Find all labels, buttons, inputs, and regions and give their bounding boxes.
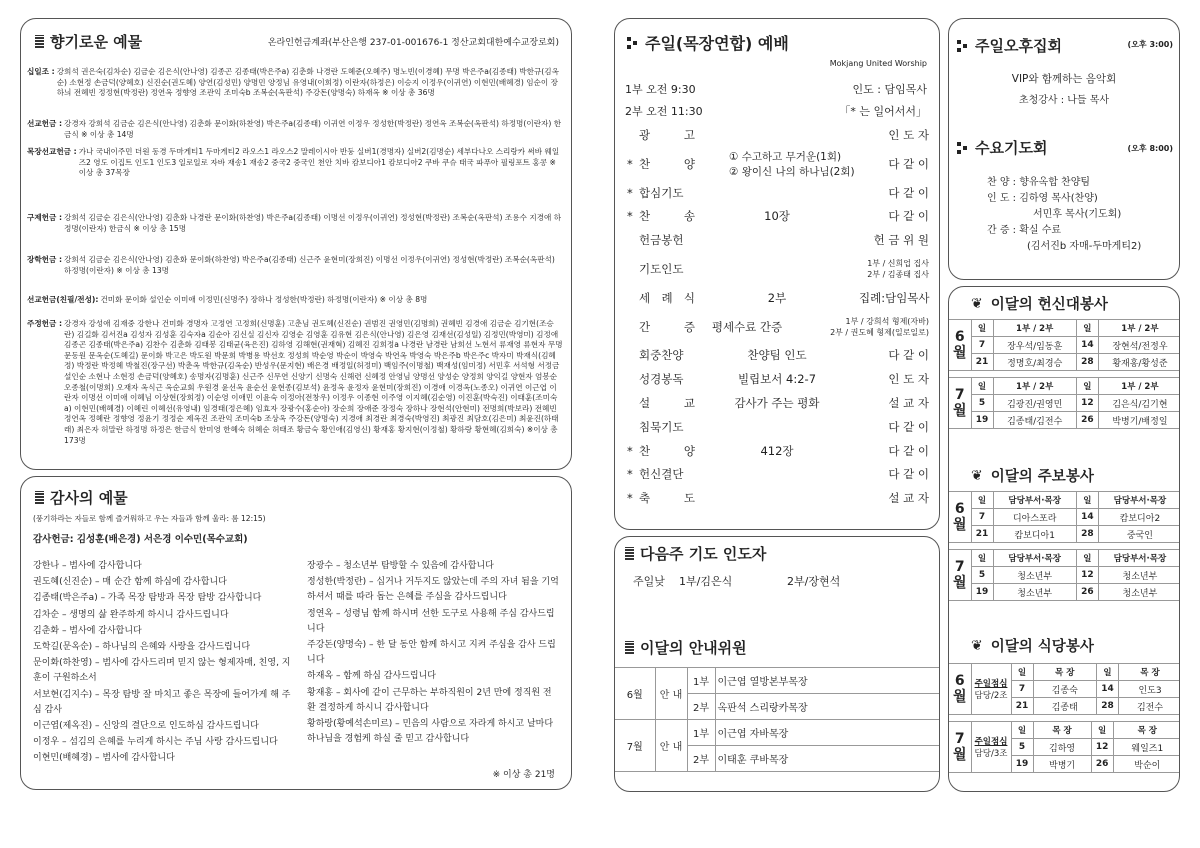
thanks-right-list: [307, 559, 559, 748]
ushers-month: 6월: [615, 668, 655, 720]
order-leader: 헌 금 위 원: [873, 233, 929, 248]
table-header: 일: [971, 492, 993, 509]
ushers-name: 이태훈 쿠바목장: [715, 746, 940, 772]
stand-marker: *: [627, 443, 633, 458]
thanks-entry: 정연옥 – 성령님 함께 하시며 선한 도구로 사용해 주심 감사드립니다: [307, 608, 555, 634]
bulletin-title: ❦ 이달의 주보봉사: [971, 467, 1094, 485]
thanks-entry: 문이화(하찬영) – 범사에 감사드리며 믿지 않는 형제자매, 친영, 지훈이 구원하소서: [33, 658, 291, 684]
thanks-entry: 주강돈(양명숙) – 한 달 동안 함께 하시고 지켜 주심을 감사 드립니다: [307, 640, 556, 666]
assignee-cell: 김전수: [1119, 698, 1181, 715]
offering-label: 선교헌금 :: [27, 119, 63, 128]
offering-label: 십일조 :: [27, 67, 55, 76]
date-cell: 12: [1076, 395, 1098, 412]
order-item: 헌신결단: [639, 467, 684, 482]
table-header: 일: [1076, 320, 1098, 337]
service-2: 2부 오전 11:30: [625, 105, 703, 118]
assignee-cell: 김종태/김전수: [993, 412, 1076, 429]
date-cell: 28: [1076, 354, 1098, 371]
ushers-name: 이근엽 자바목장: [715, 720, 940, 746]
thanks-entry: 하재옥 – 함께 하심 감사드립니다: [307, 671, 436, 682]
kitchen-team: 담당/2조: [974, 691, 1008, 701]
order-item: 성경봉독: [639, 372, 684, 387]
table-header: 일: [1097, 664, 1119, 681]
order-row: [627, 230, 929, 250]
date-cell: 14: [1097, 681, 1119, 698]
table-row: [949, 395, 1180, 412]
assignee-cell: 디아스포라: [993, 509, 1076, 526]
order-row: [627, 183, 929, 203]
assignee-cell: 캄보디아1: [993, 526, 1076, 543]
table-header: 담당부서·목장: [1098, 492, 1180, 509]
order-item: 세 례 식: [639, 290, 695, 305]
table-row: [949, 567, 1180, 584]
date-cell: 28: [1097, 698, 1119, 715]
stand-marker: *: [627, 491, 633, 506]
order-item: 회중찬양: [639, 348, 684, 363]
striped-square-icon: [35, 491, 44, 504]
order-item: 찬 송: [639, 209, 695, 224]
table-header: 목 장: [1119, 664, 1181, 681]
thanks-head: 감사헌금: 김성훈(배은경) 서은경 이수민(목수교회): [33, 534, 248, 545]
month-label: 7 월: [949, 722, 971, 773]
dedication-title: ❦ 이달의 헌신대봉사: [971, 295, 1108, 313]
wed-leader: 인 도 : 김하영 목사(찬양): [987, 193, 1098, 204]
date-cell: 28: [1076, 526, 1098, 543]
date-cell: 26: [1076, 412, 1098, 429]
table-row: [949, 526, 1180, 543]
order-item: 헌금봉헌: [639, 233, 684, 248]
order-row: [627, 393, 929, 413]
order-item: 합심기도: [639, 185, 684, 200]
afternoon-program: VIP와 함께하는 음악회: [1011, 73, 1117, 85]
offerings-box: [20, 18, 572, 470]
order-row: [627, 369, 929, 389]
wed-testimony: 간 증 : 확실 수료: [987, 225, 1062, 236]
bank-account: 온라인헌금계좌(부산은행 237-01-001676-1 정산교회대한예수교장로회): [267, 38, 559, 48]
offering-names: 강경자 강희석 김금순 김은식(안나영) 김춘화 문이화(하찬영) 박은주a(김종태) 이귀연 이정우 정성한(박정란) 정연옥 조복순(옥판석) 하정명(이란자) 한금식 ※ 이상 총 14명: [64, 119, 562, 139]
kitchen-shift: [971, 722, 1011, 773]
thanks-entry: 이근엽(제옥진) – 신앙의 결단으로 인도하심 감사드립니다: [33, 721, 259, 732]
date-cell: 19: [971, 412, 993, 429]
dedication-table-jun: [949, 319, 1180, 371]
assignee-cell: 청소년부: [993, 584, 1076, 601]
order-leader: 인 도 자: [888, 128, 929, 142]
table-header: 일: [971, 320, 993, 337]
dedication-table-jul: [949, 377, 1180, 429]
volunteers-box: [948, 286, 1180, 792]
worship-box: [614, 18, 940, 530]
order-detail: 412장: [760, 443, 794, 458]
date-cell: 19: [1011, 756, 1033, 773]
month-label: 6 월: [949, 320, 971, 371]
assignee-cell: 황재홍/황성준: [1098, 354, 1180, 371]
kitchen-title: ❦ 이달의 식당봉사: [971, 637, 1094, 655]
afternoon-time: (오후 3:00): [1127, 40, 1173, 49]
order-detail: 평세수료 간증: [711, 319, 783, 334]
date-cell: 26: [1076, 584, 1098, 601]
thanks-entry: 이현민(배혜경) – 범사에 감사합니다: [33, 753, 175, 764]
bulletin-table-jul: [949, 549, 1180, 601]
order-row: [627, 345, 929, 365]
table-header: 일: [1011, 664, 1033, 681]
thanks-left-list: [33, 559, 295, 768]
order-leader: 다 같 이: [888, 209, 929, 224]
order-row: [627, 149, 929, 179]
ushers-month: 7월: [615, 720, 655, 772]
offering-section: [27, 255, 563, 291]
offering-section: [27, 147, 563, 207]
order-detail: 빌립보서 4:2-7: [737, 372, 817, 387]
offering-label: 목장선교헌금 :: [27, 147, 77, 156]
table-header: 1부 / 2부: [1098, 320, 1180, 337]
kitchen-meal: 주일점심: [974, 679, 1008, 689]
order-row: [627, 288, 929, 308]
assignee-cell: 정명호/최경승: [993, 354, 1076, 371]
offering-names: 가나 국내이주민 더원 동경 두마게티1 두마게티2 라오스1 라오스2 말레이시아 반둥 실버1(경명자) 실버2(김명순) 세부다나오 스리랑카 써바 웨일즈2 영도 이집트 인도1 인도3 일로일로 자바 재송1 재송2 중국2 중국인 천안 치바 캄보디아1 캄보디아2 쿠바 쿠슈 태국 파푸아 필링포트 홍콩 ※ 이상 총 37목장: [78, 147, 560, 178]
table-header: 목 장: [1033, 722, 1091, 739]
assignee-cell: 김은식/김기현: [1098, 395, 1180, 412]
table-header: 1부 / 2부: [1098, 378, 1180, 395]
date-cell: 12: [1091, 739, 1113, 756]
order-detail: 감사가 주는 평화: [734, 396, 820, 410]
order-item: 침묵기도: [639, 419, 684, 434]
ushers-part: 1부: [687, 720, 715, 746]
thanks-entry: 황하랑(황예석손미르) – 민음의 사람으로 자라게 하시고 날마다 하나님을 경험케 하실 줄 믿고 감사합니다: [307, 719, 554, 745]
order-detail: 10장: [764, 209, 790, 224]
thanks-entry: 권도혜(신진순) – 매 순간 함께 하심에 감사합니다: [33, 577, 227, 588]
afternoon-speaker: 초청강사 : 나들 목사: [1018, 95, 1110, 106]
table-row: [949, 354, 1180, 371]
thanks-entry: 김춘화 – 범사에 감사합니다: [33, 625, 142, 636]
order-leader: 1부 / 신희업 집사 2부 / 김종태 집사: [867, 259, 929, 279]
offering-label: 장학헌금 :: [27, 255, 63, 264]
date-cell: 14: [1076, 337, 1098, 354]
assignee-cell: 웨일즈1: [1113, 739, 1180, 756]
ushers-kind: 안 내: [655, 720, 687, 772]
service-1: 1부 오전 9:30: [625, 83, 696, 96]
date-cell: 7: [1011, 681, 1033, 698]
assignee-cell: 박병기: [1033, 756, 1091, 773]
ushers-table: [615, 667, 940, 772]
offering-section: [27, 319, 563, 459]
kitchen-tables: [949, 663, 1180, 779]
ushers-box: [614, 536, 940, 792]
kitchen-meal: 주일점심: [974, 737, 1008, 747]
checker-icon: [957, 40, 967, 52]
assignee-cell: 박병기/배정일: [1098, 412, 1180, 429]
thanks-entry: 강한나 – 범사에 감사합니다: [33, 561, 142, 571]
order-leader: 다 같 이: [888, 156, 929, 171]
order-item: 축 도: [639, 491, 695, 506]
next-first: 1부/김은식: [679, 575, 733, 588]
month-label: 7 월: [949, 378, 971, 429]
kitchen-table-jul: [949, 721, 1180, 773]
wed-time: (오후 8:00): [1127, 144, 1173, 153]
offering-names: 강경자 강성애 김재중 강한나 건미화 경명자 고정연 고정희(신명훈) 고춘님 권도혜(신진순) 권범진 권영민(김명희) 권혜빈 김경애 김금순 김기현(조승란) 김길화 김서진a 김성자 김성훈 김숙자a 김순아 김신실 김신자 김영순 김영훈 김유현 김은식(안나영) 김은영 김재선(김성일) 김정민(박영미) 김정애 김종곤 김종태(박은주a) 김찬수 김춘화 김태봉 김태균(육은진) 김하영 김해현(권재혁) 김혜진 김희정a 나경란 남경란 남희선 노현서 류재영 류현자 무명 문동원 문옥순(도혜길) 문이화 박고은 박도원 박문희 박병용 박선호 정성희 박순영 박순이 박영숙 박연옥 박영숙 박은주b 박은주c 박자미 박재식(김혜정) 박정란 박정혜 박철진(장구선) 박춘옥 박한규(김옥순) 반성우(문지현) 배은경 배정일(허정미) 백임주(이명철) 백재성(임미정) 서민후 서석형 서정금 설인순 소현나 소현정 손금덕(양혜호) 송명자(김명훈) 신근주 신무연 신양기 신명숙 신해련 신혜정 안영님 양명선 양성순 양정희 양익길 양현자 엄봉순 오종철(이명희) 오재자 옥식근 옥순교회 우원경 윤선옥 윤순선 윤현종(김보석) 윤정옥 윤정자 윤현미(장희진) 이경애 이경옥(노종오) 이귀연 이근엽 이란자 이명선 이미애 이혜님 이상현(장희정) 이순영 이애민 이윤숙 이정아(전창우) 이정우 이종현 이주영 이지혜(김순영) 이진훈(박숙진) 이태훈(조미숙a) 이현민(배혜경) 이혜린 이혜선(유영내) 임경태(정은혜) 임효자 장광수(홍순아) 장순희 장애준 장정숙 장하나 장현석(안현미) 전명희(박보라) 전혜빈 정연옥 정혜란 정향영 정윤기 정정순 제옥진 조관익 조미숙b 조상옥 주강돈(양명숙) 지경애 최경란 최경숙(박영진) 최광진 최담호(김은미) 최윤진(하태래) 최은자 허말란 하정명 하정은 한금식 한미영 한혜숙 허혜순 허태조 황금숙 황인애(김영신) 황재홍 황지현(이정철) 황하랑 황현혜(김희숙) ※이상 총 173명: [64, 319, 563, 445]
thanks-entry: 김종태(박은주a) – 가족 목장 탐방과 목장 탐방 감사합니다: [33, 593, 262, 604]
thanks-title: 감사의 예물: [35, 487, 128, 508]
month-label: 6 월: [949, 664, 971, 715]
thanks-entry: 이정우 – 섬김의 은혜를 누리게 하시는 주님 사랑 감사드립니다: [33, 737, 278, 748]
order-row: [627, 206, 929, 226]
date-cell: 5: [1011, 739, 1033, 756]
order-item: 찬 양: [639, 443, 695, 458]
ushers-name: 이근엽 열방본부목장: [715, 668, 940, 694]
table-row: [949, 584, 1180, 601]
order-detail: ① 수고하고 무거운(1회) ② 왕이신 나의 하나님(2회): [729, 150, 855, 178]
offering-section: [27, 295, 563, 315]
thanks-entry: 김차순 – 생명의 삶 완주하게 하시니 감사드립니다: [33, 609, 229, 620]
assignee-cell: 중국인: [1098, 526, 1180, 543]
date-cell: 12: [1076, 567, 1098, 584]
offering-names: 강희석 김금순 김은식(안나영) 김춘화 나경란 문이화(하찬영) 박은주a(김종태) 이명선 이정우(이귀연) 정성현(박정란) 조복순(옥판석) 조용수 지경애 하정명(이란자) 한금식 ※ 이상 총 15명: [64, 213, 562, 233]
wed-leader-2: 서민후 목사(기도회): [1033, 209, 1122, 220]
table-header: 담당부서·목장: [993, 550, 1076, 567]
assignee-cell: 김광진/권영민: [993, 395, 1076, 412]
order-detail: 2부: [767, 290, 787, 305]
order-row: [627, 464, 929, 484]
checker-icon: [627, 37, 637, 49]
offering-names: 건미화 문이화 설인순 이미애 이정민(신명주) 장하나 정성한(박정란) 하정명(이란자) ※ 이상 총 8명: [100, 295, 428, 304]
thanks-verse: (풍기하라는 자들로 함께 즐거워하고 우는 자들과 함께 울라: 롬 12:15): [33, 514, 266, 523]
date-cell: 5: [971, 567, 993, 584]
offering-names: 강희석 김금순 김은식(안나영) 김춘화 문이화(하찬영) 박은주a(김종태) 신근주 윤현미(장희진) 이명선 이정우(이귀연) 정성현(박정란) 조복순(옥판석) 하정명(이란자) ※ 이상 총 13명: [64, 255, 555, 275]
order-leader: 다 같 이: [888, 467, 929, 482]
table-header: 1부 / 2부: [993, 378, 1076, 395]
striped-square-icon: [625, 547, 634, 560]
assignee-cell: 박순이: [1113, 756, 1180, 773]
ushers-part: 2부: [687, 746, 715, 772]
afternoon-title: 주일오후집회: [957, 35, 1062, 56]
table-header: 일: [971, 550, 993, 567]
month-label: 6 월: [949, 492, 971, 543]
table-row: [949, 337, 1180, 354]
next-title: 다음주 기도 인도자: [625, 543, 766, 564]
order-leader: 설 교 자: [888, 396, 929, 410]
heart-icon: ❦: [971, 637, 983, 654]
order-row: [627, 441, 929, 461]
table-header: 1부 / 2부: [993, 320, 1076, 337]
date-cell: 5: [971, 395, 993, 412]
wed-title: 수요기도회: [957, 137, 1047, 158]
date-cell: 21: [971, 526, 993, 543]
date-cell: 21: [971, 354, 993, 371]
assignee-cell: 청소년부: [1098, 567, 1180, 584]
order-item: 설 교: [639, 396, 695, 410]
next-label: 주일낮: [633, 575, 665, 588]
table-row: [949, 509, 1180, 526]
offering-label: 주정헌금 :: [27, 319, 63, 328]
table-header: 일: [1091, 722, 1113, 739]
assignee-cell: 김종숙: [1033, 681, 1097, 698]
order-row: [627, 254, 929, 284]
date-cell: 7: [971, 337, 993, 354]
order-leader: 집례:담임목사: [859, 290, 930, 305]
assignee-cell: 인도3: [1119, 681, 1181, 698]
order-leader: 인 도 자: [888, 372, 929, 387]
offering-label: 선교헌금(친필/전성):: [27, 295, 99, 304]
kitchen-table-jun: [949, 663, 1180, 715]
service-1-leader: 인도 : 담임목사: [852, 83, 927, 96]
ushers-title: 이달의 안내위원: [625, 637, 747, 658]
table-header: 일: [1076, 378, 1098, 395]
order-item: 기도인도: [639, 262, 684, 276]
date-cell: 19: [971, 584, 993, 601]
order-leader: 다 같 이: [888, 443, 929, 458]
table-header: 담당부서·목장: [1098, 550, 1180, 567]
thanks-box: [20, 476, 572, 790]
order-row: [627, 312, 929, 342]
ushers-kind: 안 내: [655, 668, 687, 720]
wed-praise: 찬 양 : 향유옥합 찬양팀: [987, 177, 1091, 188]
order-leader: 1부 / 강희석 형제(자바) 2부 / 권도혜 형제(일로일로): [830, 316, 929, 337]
dedication-tables: [949, 319, 1180, 435]
offering-section: [27, 67, 563, 117]
order-item: 간 증: [639, 319, 695, 334]
striped-square-icon: [35, 35, 44, 48]
stand-marker: *: [627, 209, 633, 224]
offering-label: 구제헌금 :: [27, 213, 63, 222]
order-item: 찬 양: [639, 156, 695, 171]
offerings-title: 향기로운 예물: [35, 31, 142, 52]
table-header: 일: [1076, 492, 1098, 509]
table-header: 담당부서·목장: [993, 492, 1076, 509]
thanks-entry: 장광수 – 청소년부 탐방할 수 있음에 감사합니다: [307, 561, 494, 571]
heart-icon: ❦: [971, 467, 983, 484]
stand-marker: *: [627, 467, 633, 482]
assignee-cell: 캄보디아2: [1098, 509, 1180, 526]
thanks-entry: 서보현(김지수) – 목장 탐방 잘 마치고 좋은 목장에 들어가게 해 주심 감사: [33, 689, 291, 715]
date-cell: 7: [971, 509, 993, 526]
thanks-entry: 도학길(문옥순) – 하나님의 은혜와 사랑을 감사드립니다: [33, 642, 251, 653]
thanks-entry: 황재홍 – 회사에 같이 근무하는 부하직원이 2년 만에 정직원 전환 결정하게 하시니 감사합니다: [307, 687, 552, 713]
stand-note: 「* 는 일어서서」: [839, 105, 927, 118]
worship-title: 주일(목장연합) 예배: [627, 31, 789, 54]
checker-icon: [957, 142, 967, 154]
order-leader: 다 같 이: [888, 348, 929, 363]
order-row: [627, 488, 929, 508]
date-cell: 21: [1011, 698, 1033, 715]
month-label: 7 월: [949, 550, 971, 601]
thanks-entry: 정성한(박정란) – 십거나 거두지도 않았는데 주의 자녀 됨을 기억하셔서 때를 따라 돕는 은혜를 주심을 감사드립니다: [307, 577, 559, 603]
ushers-part: 2부: [687, 694, 715, 720]
order-detail: 찬양팀 인도: [747, 348, 807, 363]
stand-marker: *: [627, 156, 633, 171]
order-leader: 다 같 이: [888, 419, 929, 434]
services-box: [948, 18, 1180, 280]
next-second: 2부/장현석: [787, 575, 841, 588]
assignee-cell: 김종태: [1033, 698, 1097, 715]
table-header: 목 장: [1113, 722, 1180, 739]
table-header: 목 장: [1033, 664, 1097, 681]
assignee-cell: 장현석/전정우: [1098, 337, 1180, 354]
order-item: 광 고: [639, 128, 695, 142]
assignee-cell: 청소년부: [993, 567, 1076, 584]
table-header: 일: [1076, 550, 1098, 567]
assignee-cell: 청소년부: [1098, 584, 1180, 601]
kitchen-team: 담당/3조: [974, 749, 1008, 759]
bulletin-table-jun: [949, 491, 1180, 543]
striped-square-icon: [625, 641, 634, 654]
bulletin-tables: [949, 491, 1180, 607]
table-row: [949, 412, 1180, 429]
worship-subtitle: Mokjang United Worship: [829, 59, 927, 68]
thanks-total: ※ 이상 총 21명: [492, 770, 555, 780]
ushers-name: 옥판석 스리랑카목장: [715, 694, 940, 720]
order-row: [627, 125, 929, 145]
wed-testimony-2: (김서진b 자매-두마게티2): [1027, 241, 1142, 252]
offering-section: [27, 119, 563, 145]
heart-icon: ❦: [971, 295, 983, 312]
assignee-cell: 장우석/임동훈: [993, 337, 1076, 354]
order-leader: 다 같 이: [888, 185, 929, 200]
date-cell: 26: [1091, 756, 1113, 773]
kitchen-shift: [971, 664, 1011, 715]
order-row: [627, 417, 929, 437]
date-cell: 14: [1076, 509, 1098, 526]
table-header: 일: [971, 378, 993, 395]
offering-section: [27, 213, 563, 251]
order-leader: 설 교 자: [888, 491, 929, 506]
stand-marker: *: [627, 185, 633, 200]
offering-names: 강희석 권은숙(김차순) 김금순 김은식(안나영) 김종곤 김종태(박은주a) 김춘화 나경란 도혜준(오혜주) 명노빈(이경혜) 무명 박은주a(김종태) 박한규(김옥순) 소현정 손금덕(양혜호) 신진순(권도혜) 양연(김성민) 양명민 양정님 유영내(이희정) 이란자(하정은) 이승지 이정우(이귀연) 이현민(배혜경) 임순이 장하늬 전혜빈 정정현(박정란) 정연옥 정향영 조관익 조미숙b 조복순(옥판석) 주강돈(양명숙) 하재옥 ※ 이상 총 36명: [56, 67, 559, 98]
table-header: 일: [1011, 722, 1033, 739]
assignee-cell: 김하영: [1033, 739, 1091, 756]
ushers-part: 1부: [687, 668, 715, 694]
